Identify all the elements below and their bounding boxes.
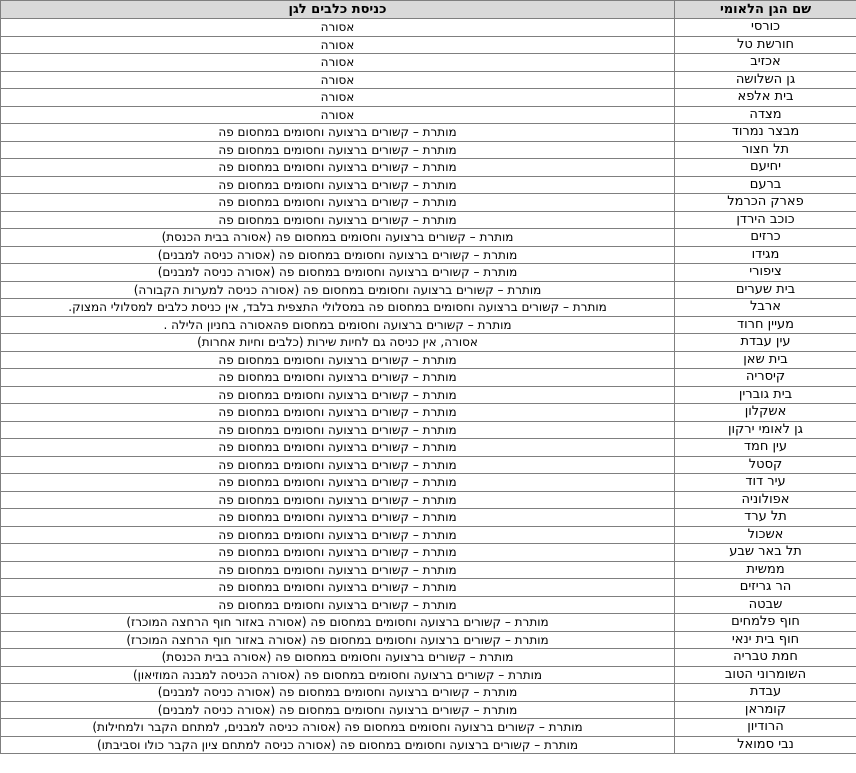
- park-name-cell: פארק הכרמל: [675, 194, 856, 212]
- park-name-header: שם הגן הלאומי: [675, 1, 856, 19]
- park-name-cell: אכזיב: [675, 54, 856, 72]
- dog-entry-cell: מותרת – קשורים ברצועה וחסומים במחסום פה: [1, 211, 675, 229]
- park-name-cell: גן לאומי ירקון: [675, 421, 856, 439]
- dog-entry-cell: מותרת – קשורים ברצועה וחסומים במחסום פה: [1, 351, 675, 369]
- dog-entry-cell: אסורה: [1, 19, 675, 37]
- table-row: [1, 299, 856, 317]
- table-row: [1, 89, 856, 107]
- park-name-cell: גן השלושה: [675, 71, 856, 89]
- park-name-cell: כוכב הירדן: [675, 211, 856, 229]
- park-name-cell: מגידו: [675, 246, 856, 264]
- dog-entry-cell: מותרת – קשורים ברצועה וחסומים במחסום פה: [1, 124, 675, 142]
- dog-entry-cell: מותרת – קשורים ברצועה וחסומים במחסום פה: [1, 491, 675, 509]
- table-row: [1, 141, 856, 159]
- table-row: [1, 701, 856, 719]
- dog-entry-cell: מותרת – קשורים ברצועה וחסומים במחסום פה: [1, 509, 675, 527]
- park-name-cell: תל חצור: [675, 141, 856, 159]
- dog-entry-cell: מותרת – קשורים ברצועה וחסומים במחסום פה (אסורה כניסה למבנים): [1, 684, 675, 702]
- dog-entry-cell: מותרת – קשורים ברצועה וחסומים במחסום פה (אסורה בבית הכנסת): [1, 649, 675, 667]
- park-name-cell: הרודיון: [675, 719, 856, 737]
- table-row: [1, 649, 856, 667]
- dog-entry-cell: מותרת – קשורים ברצועה וחסומים במחסום פה (אסורה כניסה למבנים, למתחם הקבר ולמחילות): [1, 719, 675, 737]
- dog-entry-cell: מותרת – קשורים ברצועה וחסומים במחסום פה: [1, 596, 675, 614]
- dog-entry-cell: מותרת – קשורים ברצועה וחסומים במחסום פה: [1, 194, 675, 212]
- park-name-cell: בית שערים: [675, 281, 856, 299]
- park-name-cell: חמת טבריה: [675, 649, 856, 667]
- park-name-cell: בית אלפא: [675, 89, 856, 107]
- dog-entry-cell: מותרת – קשורים ברצועה וחסומים במחסום פה (אסורה באזור חוף הרחצה המוכרז): [1, 614, 675, 632]
- park-name-cell: אפולוניה: [675, 491, 856, 509]
- park-name-cell: אשקלון: [675, 404, 856, 422]
- dog-entry-cell: מותרת – קשורים ברצועה וחסומים במחסום פה: [1, 141, 675, 159]
- dog-entry-cell: מותרת – קשורים ברצועה וחסומים במחסום פה: [1, 544, 675, 562]
- park-name-cell: השומרוני הטוב: [675, 666, 856, 684]
- dog-entry-cell: אסורה: [1, 89, 675, 107]
- park-name-cell: ברעם: [675, 176, 856, 194]
- park-name-cell: מעיין חרוד: [675, 316, 856, 334]
- park-name-cell: נבי סמואל: [675, 736, 856, 754]
- table-row: [1, 334, 856, 352]
- dog-entry-cell: מותרת – קשורים ברצועה וחסומים במחסום פה (אסורה כניסה למבנים): [1, 701, 675, 719]
- dog-entry-cell: מותרת – קשורים ברצועה וחסומים במחסום פה (אסורה כניסה למבנים): [1, 246, 675, 264]
- table-row: [1, 159, 856, 177]
- dog-entry-cell: מותרת – קשורים ברצועה וחסומים במחסום פה (אסורה כניסה למבנים): [1, 264, 675, 282]
- park-name-cell: מצדה: [675, 106, 856, 124]
- table-row: [1, 246, 856, 264]
- park-name-cell: בית שאן: [675, 351, 856, 369]
- table-row: [1, 281, 856, 299]
- table-row: [1, 509, 856, 527]
- table-row: [1, 526, 856, 544]
- header-row: [1, 1, 856, 19]
- park-name-cell: קסטל: [675, 456, 856, 474]
- table-row: [1, 404, 856, 422]
- table-row: [1, 124, 856, 142]
- dog-entry-cell: אסורה: [1, 106, 675, 124]
- dog-entry-cell: מותרת – קשורים ברצועה וחסומים במחסום פה (אסורה בבית הכנסת): [1, 229, 675, 247]
- dog-entry-cell: מותרת – קשורים ברצועה וחסומים במחסום פה במסלולי התצפית בלבד, אין כניסת כלבים למסלולי המצוק.: [1, 299, 675, 317]
- dog-entry-cell: מותרת – קשורים ברצועה וחסומים במחסום פה: [1, 561, 675, 579]
- dog-entry-cell: מותרת – קשורים ברצועה וחסומים במחסום פה (אסורה באזור חוף הרחצה המוכרז): [1, 631, 675, 649]
- table-row: [1, 264, 856, 282]
- table-row: [1, 561, 856, 579]
- table-row: [1, 666, 856, 684]
- park-name-cell: כרזים: [675, 229, 856, 247]
- table-row: [1, 421, 856, 439]
- park-name-cell: הר גריזים: [675, 579, 856, 597]
- table-row: [1, 211, 856, 229]
- table-row: [1, 596, 856, 614]
- park-name-cell: חורשת טל: [675, 36, 856, 54]
- table-row: [1, 36, 856, 54]
- dog-entry-cell: מותרת – קשורים ברצועה וחסומים במחסום פה: [1, 404, 675, 422]
- park-name-cell: תל באר שבע: [675, 544, 856, 562]
- table-row: [1, 54, 856, 72]
- dog-entry-cell: מותרת – קשורים ברצועה וחסומים במחסום פה: [1, 579, 675, 597]
- table-row: [1, 229, 856, 247]
- table-row: [1, 351, 856, 369]
- table-row: [1, 19, 856, 37]
- table-row: [1, 439, 856, 457]
- table-row: [1, 736, 856, 754]
- dog-entry-cell: אסורה: [1, 71, 675, 89]
- table-row: [1, 194, 856, 212]
- dog-entry-cell: אסורה, אין כניסה גם לחיות שירות (כלבים וחיות אחרות): [1, 334, 675, 352]
- table-row: [1, 491, 856, 509]
- dog-entry-cell: מותרת – קשורים ברצועה וחסומים במחסום פהאסורה בחניון הלילה .: [1, 316, 675, 334]
- table-row: [1, 544, 856, 562]
- table-row: [1, 684, 856, 702]
- dog-entry-cell: מותרת – קשורים ברצועה וחסומים במחסום פה: [1, 456, 675, 474]
- park-name-cell: תל ערד: [675, 509, 856, 527]
- dog-entry-cell: מותרת – קשורים ברצועה וחסומים במחסום פה: [1, 369, 675, 387]
- dog-entry-cell: מותרת – קשורים ברצועה וחסומים במחסום פה (אסורה כניסה למערות הקבורה): [1, 281, 675, 299]
- park-name-cell: ציפורי: [675, 264, 856, 282]
- table-row: [1, 71, 856, 89]
- park-name-cell: מבצר נמרוד: [675, 124, 856, 142]
- dog-entry-header: כניסת כלבים לגן: [1, 1, 675, 19]
- table-row: [1, 456, 856, 474]
- table-row: [1, 176, 856, 194]
- dog-entry-cell: מותרת – קשורים ברצועה וחסומים במחסום פה: [1, 386, 675, 404]
- park-name-cell: קיסריה: [675, 369, 856, 387]
- park-name-cell: בית גוברין: [675, 386, 856, 404]
- park-name-cell: עבדת: [675, 684, 856, 702]
- park-name-cell: עין חמד: [675, 439, 856, 457]
- dog-entry-cell: מותרת – קשורים ברצועה וחסומים במחסום פה: [1, 526, 675, 544]
- table-row: [1, 369, 856, 387]
- park-name-cell: ממשית: [675, 561, 856, 579]
- park-name-cell: אשכול: [675, 526, 856, 544]
- table-body: [1, 19, 856, 754]
- park-name-cell: יחיעם: [675, 159, 856, 177]
- dog-entry-cell: מותרת – קשורים ברצועה וחסומים במחסום פה: [1, 159, 675, 177]
- park-name-cell: קומראן: [675, 701, 856, 719]
- dog-entry-cell: מותרת – קשורים ברצועה וחסומים במחסום פה: [1, 474, 675, 492]
- table-row: [1, 316, 856, 334]
- table-row: [1, 719, 856, 737]
- table-row: [1, 579, 856, 597]
- dog-entry-cell: אסורה: [1, 54, 675, 72]
- park-name-cell: עין עבדת: [675, 334, 856, 352]
- park-name-cell: חוף פלמחים: [675, 614, 856, 632]
- table-row: [1, 474, 856, 492]
- dog-entry-cell: מותרת – קשורים ברצועה וחסומים במחסום פה (אסורה הכניסה למבנה המוזיאון): [1, 666, 675, 684]
- park-name-cell: חוף בית ינאי: [675, 631, 856, 649]
- park-name-cell: כורסי: [675, 19, 856, 37]
- dog-entry-cell: מותרת – קשורים ברצועה וחסומים במחסום פה: [1, 421, 675, 439]
- dog-entry-cell: מותרת – קשורים ברצועה וחסומים במחסום פה: [1, 176, 675, 194]
- park-name-cell: שבטה: [675, 596, 856, 614]
- dog-entry-cell: אסורה: [1, 36, 675, 54]
- table-row: [1, 106, 856, 124]
- dog-entry-cell: מותרת – קשורים ברצועה וחסומים במחסום פה: [1, 439, 675, 457]
- table-row: [1, 614, 856, 632]
- dog-entry-cell: מותרת – קשורים ברצועה וחסומים במחסום פה (אסורה כניסה למתחם ציון הקבר כולו וסביבתו): [1, 736, 675, 754]
- table-row: [1, 631, 856, 649]
- table-row: [1, 386, 856, 404]
- park-name-cell: עיר דוד: [675, 474, 856, 492]
- park-name-cell: ארבל: [675, 299, 856, 317]
